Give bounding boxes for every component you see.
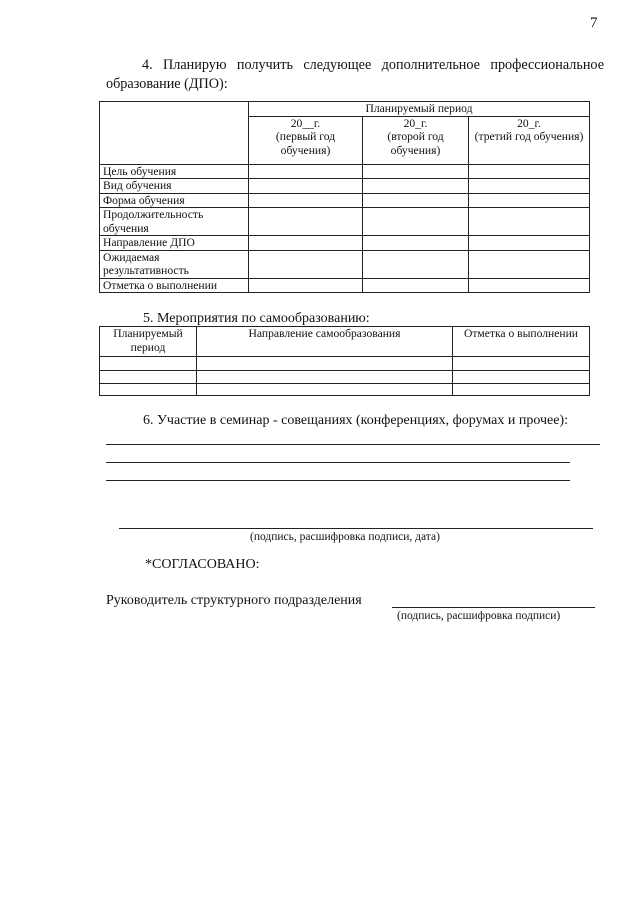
table-cell[interactable] [100, 384, 197, 396]
header-completion-mark: Отметка о выполнении [453, 327, 590, 357]
table-cell[interactable] [363, 236, 469, 251]
column-year: 20_г. [517, 116, 541, 130]
table-cell[interactable] [100, 371, 197, 384]
table-cell[interactable] [363, 250, 469, 278]
row-label: Направление ДПО [100, 236, 249, 251]
table-cell[interactable] [249, 164, 363, 179]
row-label: Ожидаемая результативность [100, 250, 249, 278]
table-row [100, 179, 590, 194]
header-self-education-direction: Направление самообразования [197, 327, 453, 357]
table-cell[interactable] [363, 193, 469, 208]
section-6-title: 6. Участие в семинар - совещаниях (конференциях, форумах и прочее): [143, 413, 568, 428]
table-cell[interactable] [469, 179, 590, 194]
table-cell[interactable] [453, 384, 590, 396]
table-cell[interactable] [249, 236, 363, 251]
column-year: 20_г. [403, 116, 428, 130]
table-row [100, 193, 590, 208]
table-cell[interactable] [469, 236, 590, 251]
column-label: (третий год обучения) [474, 130, 584, 143]
table-cell[interactable] [249, 278, 363, 293]
table-cell[interactable] [469, 193, 590, 208]
table-cell[interactable] [197, 357, 453, 371]
agreed-label: *СОГЛАСОВАНО: [145, 557, 260, 572]
column-label: (второй год обучения) [387, 130, 444, 157]
table-cell[interactable] [469, 250, 590, 278]
table-cell[interactable] [363, 278, 469, 293]
planned-period-header: Планируемый период [249, 102, 590, 117]
table-cell[interactable] [469, 278, 590, 293]
table-cell[interactable] [249, 193, 363, 208]
table-row [100, 164, 590, 179]
table-row [100, 357, 590, 371]
table-cell[interactable] [363, 208, 469, 236]
table-row [100, 250, 590, 278]
table-cell[interactable] [249, 250, 363, 278]
section-5-title: 5. Мероприятия по самообразованию: [143, 311, 370, 326]
table-cell[interactable] [249, 179, 363, 194]
head-of-unit-label: Руководитель структурного подразделения [106, 593, 362, 608]
table-cell[interactable] [363, 179, 469, 194]
self-education-table [99, 326, 590, 396]
row-label: Форма обучения [100, 193, 249, 208]
table-cell[interactable] [453, 357, 590, 371]
row-label: Продолжительность обучения [100, 208, 249, 236]
row-label: Цель обучения [100, 164, 249, 179]
fill-in-line[interactable] [106, 444, 600, 445]
fill-in-line[interactable] [106, 462, 570, 463]
table-cell[interactable] [453, 371, 590, 384]
table-row [100, 384, 590, 396]
row-label: Отметка о выполнении [100, 278, 249, 293]
table-cell[interactable] [100, 357, 197, 371]
row-label: Вид обучения [100, 179, 249, 194]
head-signature-caption: (подпись, расшифровка подписи) [397, 610, 561, 622]
section-4-text: 4. Планирую получить следующее дополнительное профессиональное образование (ДПО): [106, 57, 604, 92]
table-cell[interactable] [469, 208, 590, 236]
page-number: 7 [590, 15, 598, 31]
table-row [100, 208, 590, 236]
table-cell[interactable] [469, 164, 590, 179]
signature-caption: (подпись, расшифровка подписи, дата) [250, 531, 440, 543]
table-corner-cell [100, 102, 249, 165]
signature-line[interactable] [119, 528, 593, 529]
table-cell[interactable] [197, 384, 453, 396]
table-row [100, 236, 590, 251]
column-header-year-3 [469, 116, 590, 164]
column-header-year-2 [363, 116, 469, 164]
table-cell[interactable] [197, 371, 453, 384]
table-row [100, 278, 590, 293]
head-signature-line[interactable] [392, 607, 595, 608]
table-cell[interactable] [363, 164, 469, 179]
column-year: 20__г. [290, 116, 321, 130]
table-row [100, 371, 590, 384]
column-label: (первый год обучения) [275, 130, 336, 157]
table-cell[interactable] [249, 208, 363, 236]
column-header-year-1 [249, 116, 363, 164]
header-planned-period: Планируемый период [100, 327, 197, 357]
fill-in-line[interactable] [106, 480, 570, 481]
dpo-plan-table [99, 101, 590, 293]
